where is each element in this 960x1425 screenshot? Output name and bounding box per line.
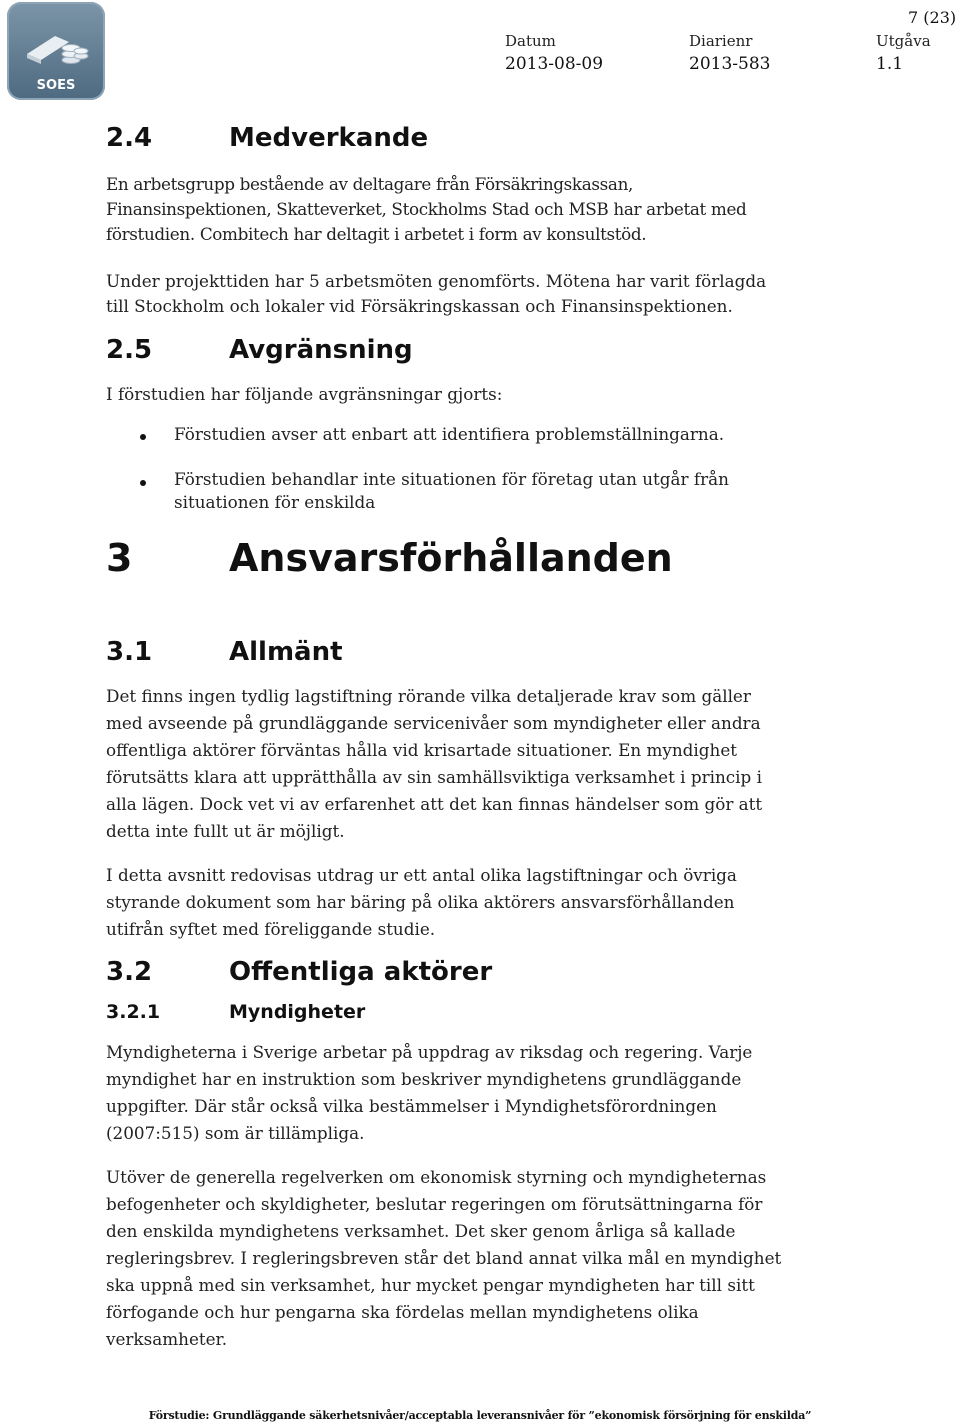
soes-logo bbox=[7, 2, 105, 100]
heading-3-1-title: Allmänt bbox=[229, 637, 343, 667]
paragraph-3-1-1: Det finns ingen tydlig lagstiftning rörande vilka detaljerade krav som gäller med avseende på grundläggande servicenivåer som myndigheter eller andra offentliga aktörer förväntas hålla vid krisartade situationer. En myndighet förutsätts klara att upprätthålla av sin samhällsviktiga verksamhet i princip i alla lägen. Dock vet vi av erfarenhet att det kan finnas händelser som gör att detta inte fullt ut är möjligt. bbox=[106, 686, 763, 841]
heading-3-title: Ansvarsförhållanden bbox=[229, 536, 673, 580]
datum-value: 2013-08-09 bbox=[505, 54, 604, 74]
heading-3-2-1-title: Myndigheter bbox=[229, 1001, 366, 1023]
paragraph-3-2-1-1: Myndigheterna i Sverige arbetar på uppdrag av riksdag och regering. Varje myndighet har en instruktion som beskriver myndighetens grundläggande uppgifter. Där står också vilka bestämmelser i Myndighetsförordningen (2007:515) som är tillämpliga. bbox=[106, 1042, 753, 1143]
paragraph-3-2-1-2: Utöver de generella regelverken om ekonomisk styrning och myndigheternas befogenheter och skyldigheter, beslutar regeringen om förutsättningarna för den enskilda myndighetens verksamhet. Det sker genom årliga så kallade regleringsbrev. I regleringsbreven står det bland annat vilka mål en myndighet ska uppnå med sin verksamhet, hur mycket pengar myndigheten har till sitt förfogande och hur pengarna ska fördelas mellan myndighetens olika verksamheter. bbox=[106, 1167, 782, 1349]
coins-stack-icon bbox=[25, 24, 89, 68]
diarienr-label: Diarienr bbox=[689, 32, 753, 50]
paragraph-3-1-2: I detta avsnitt redovisas utdrag ur ett antal olika lagstiftningar och övriga styrande dokument som har bäring på olika aktörers ansvarsförhållanden utifrån syftet med föreliggande studie. bbox=[106, 865, 737, 939]
page-footer: Förstudie: Grundläggande säkerhetsnivåer/acceptabla leveransnivåer för ”ekonomisk försörjning för enskilda” bbox=[148, 1409, 812, 1422]
heading-3-2-title: Offentliga aktörer bbox=[229, 957, 493, 987]
heading-3-number: 3 bbox=[106, 536, 133, 580]
paragraph-2-5-intro: I förstudien har följande avgränsningar gjorts: bbox=[106, 384, 503, 404]
datum-label: Datum bbox=[505, 32, 556, 50]
heading-3-1-number: 3.1 bbox=[106, 637, 153, 667]
bullet-icon bbox=[140, 434, 146, 440]
list-item: Förstudien avser att enbart att identifiera problemställningarna. bbox=[174, 424, 725, 444]
heading-2-5-title: Avgränsning bbox=[229, 335, 413, 365]
list-item: Förstudien behandlar inte situationen för företag utan utgår från situationen för enskilda bbox=[174, 469, 729, 512]
heading-3-2-1-number: 3.2.1 bbox=[106, 1001, 161, 1023]
page-number: 7 (23) bbox=[908, 8, 957, 27]
heading-2-5-number: 2.5 bbox=[106, 335, 153, 365]
paragraph-2-4-2: Under projekttiden har 5 arbetsmöten genomförts. Mötena har varit förlagda till Stockholm och lokaler vid Försäkringskassan och Finansinspektionen. bbox=[106, 271, 767, 316]
utgava-value: 1.1 bbox=[876, 54, 904, 74]
logo-text: SOES bbox=[36, 78, 76, 93]
bullet-icon bbox=[140, 480, 146, 486]
diarienr-value: 2013-583 bbox=[689, 54, 771, 74]
utgava-label: Utgåva bbox=[876, 32, 931, 50]
heading-2-4-title: Medverkande bbox=[229, 123, 429, 153]
paragraph-2-4-1: En arbetsgrupp bestående av deltagare från Försäkringskassan, Finansinspektionen, Skatteverket, Stockholms Stad och MSB har arbetat med förstudien. Combitech har deltagit i arbetet i form av konsultstöd. bbox=[106, 174, 747, 244]
heading-2-4-number: 2.4 bbox=[106, 123, 153, 153]
heading-3-2-number: 3.2 bbox=[106, 957, 153, 987]
